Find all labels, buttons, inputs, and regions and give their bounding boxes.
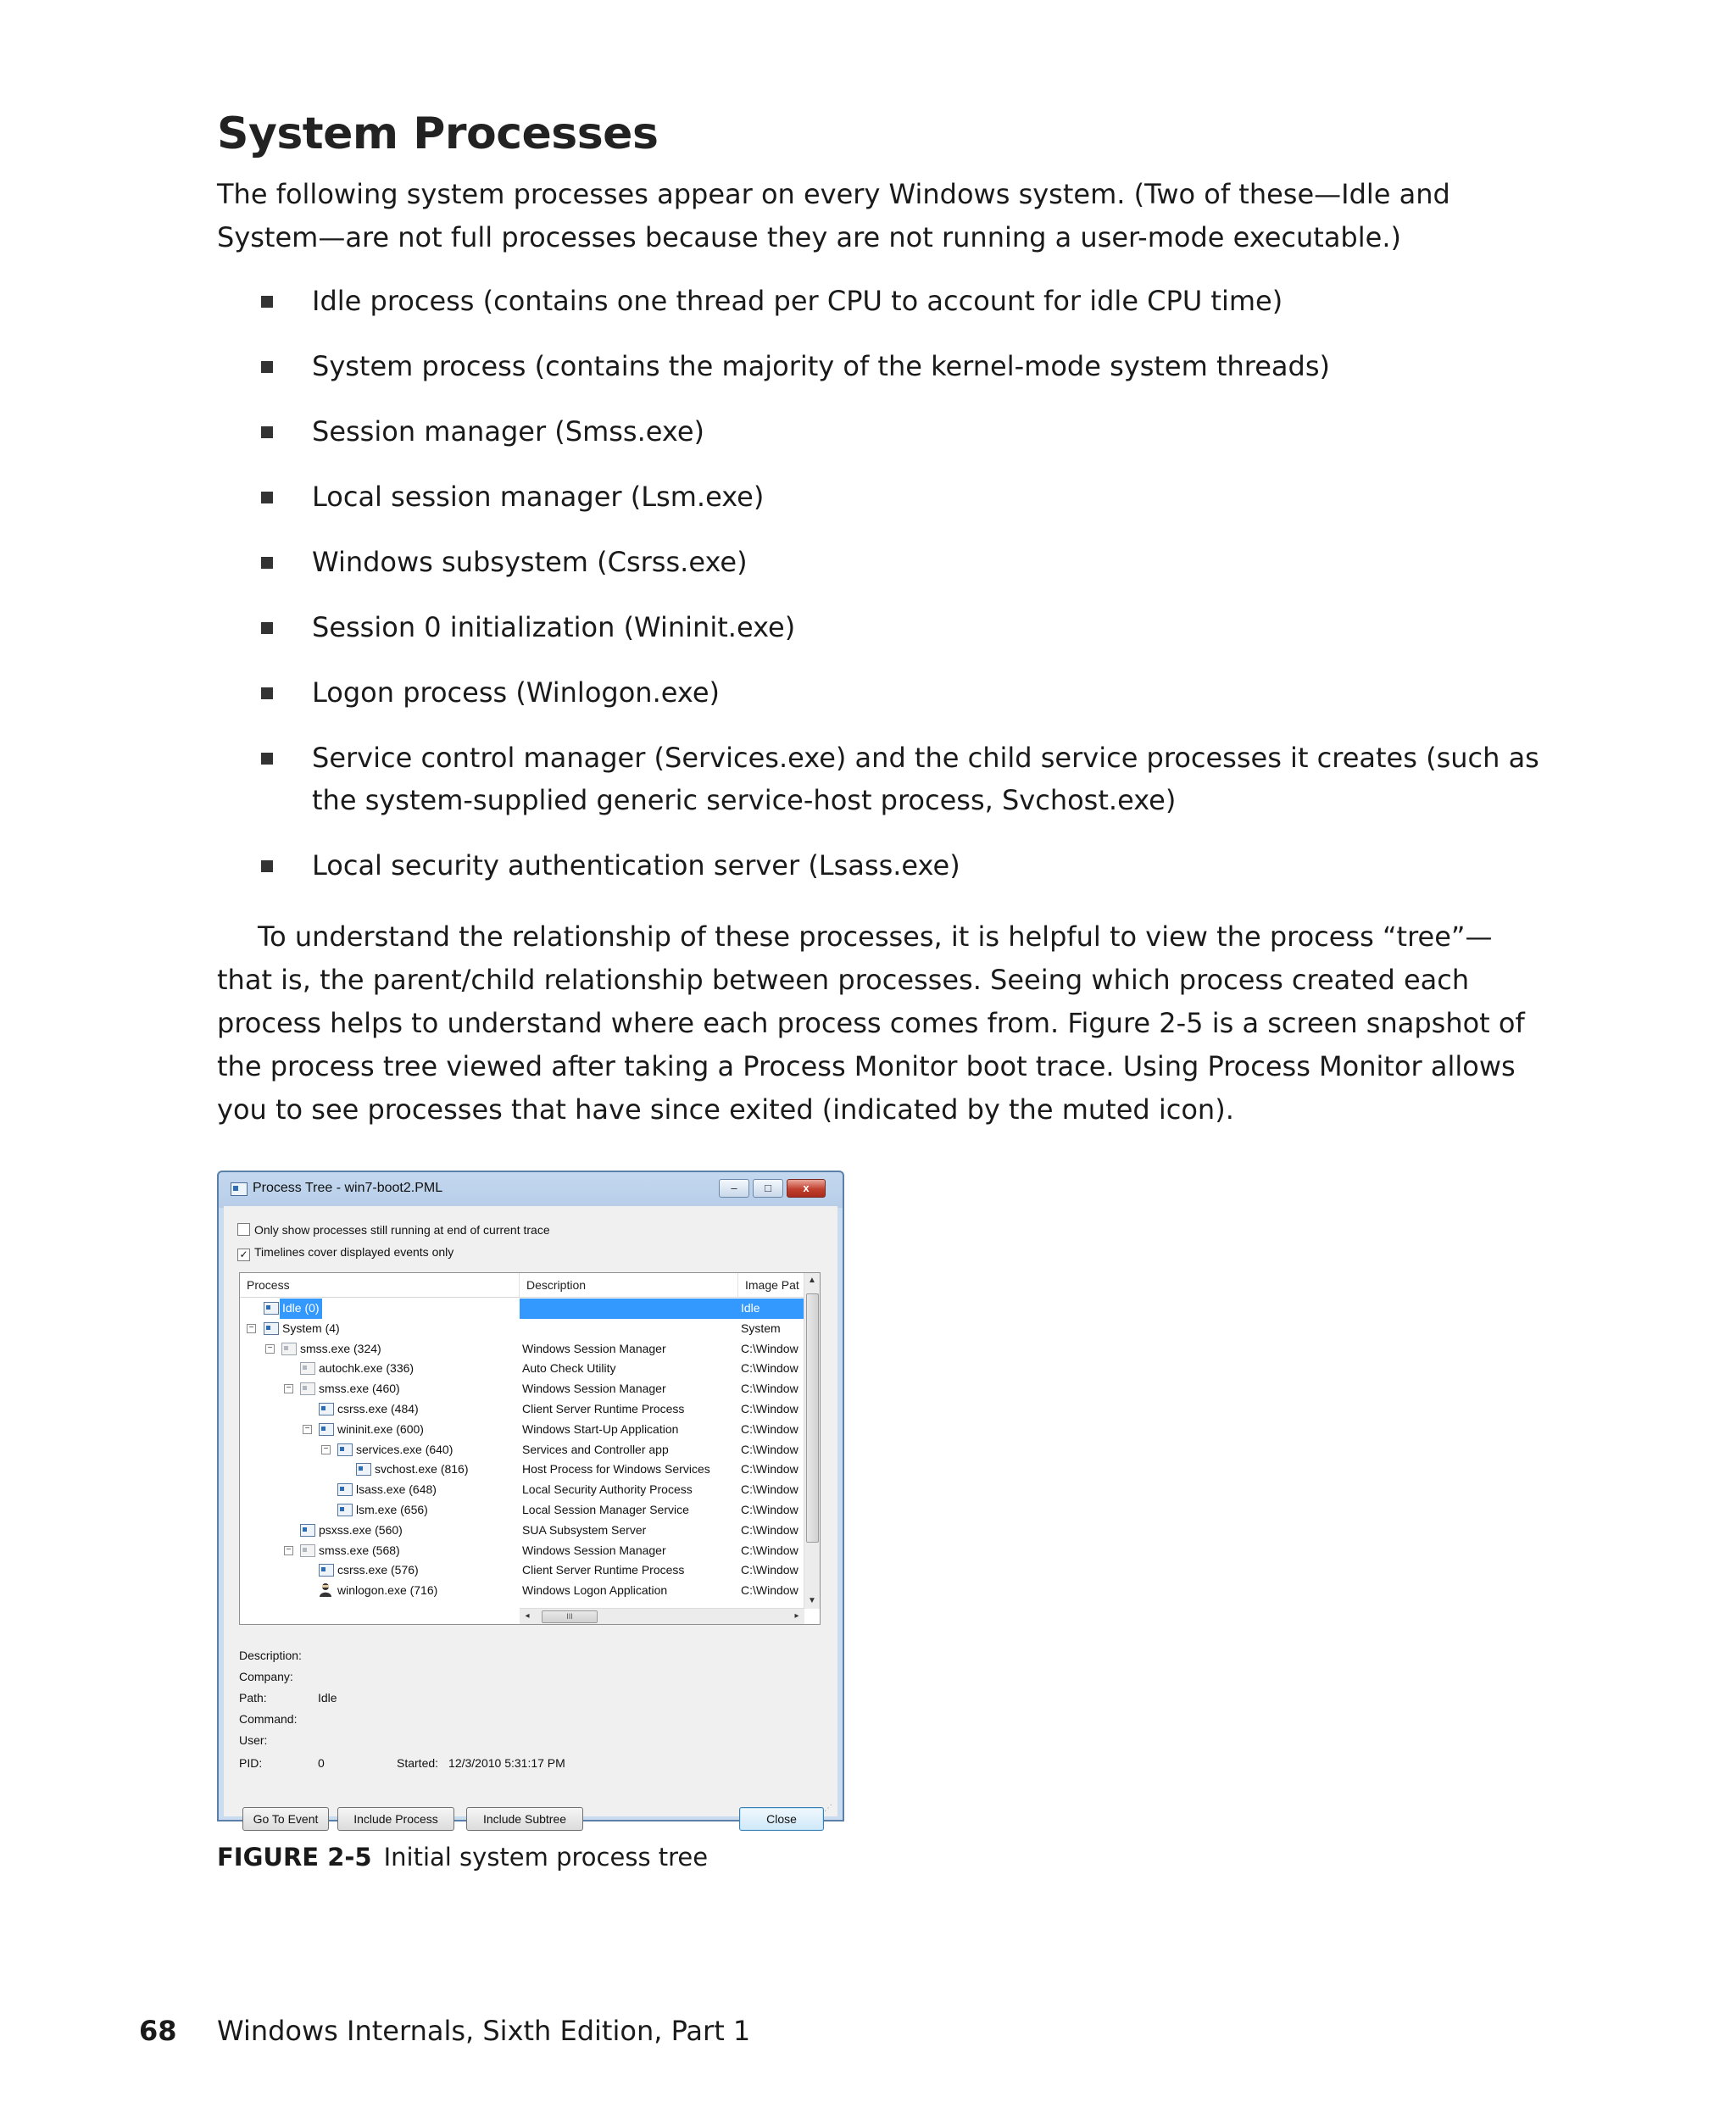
- detail-pid: PID: 0 Started: 12/3/2010 5:31:17 PM: [239, 1756, 565, 1770]
- bullet-item: System process (contains the majority of the kernel-mode system threads): [217, 345, 1539, 387]
- running-footer-title: Windows Internals, Sixth Edition, Part 1: [217, 2015, 751, 2047]
- vertical-scroll-thumb[interactable]: [806, 1293, 819, 1543]
- tree-row[interactable]: [240, 1339, 804, 1360]
- column-header-row: [240, 1273, 804, 1298]
- window-close-button[interactable]: x: [787, 1179, 826, 1198]
- process-description: Windows Start-Up Application: [522, 1421, 679, 1436]
- column-header-description[interactable]: Description: [520, 1273, 738, 1297]
- process-name: smss.exe (324): [300, 1341, 381, 1355]
- vertical-scrollbar[interactable]: [804, 1273, 820, 1609]
- process-image-path: C:\Window: [741, 1442, 798, 1456]
- process-image-path: C:\Window: [741, 1462, 798, 1477]
- figure-caption-text: Initial system process tree: [383, 1843, 709, 1872]
- square-bullet-icon: [261, 492, 273, 503]
- collapse-toggle-icon[interactable]: −: [284, 1384, 293, 1393]
- tree-row[interactable]: [240, 1541, 804, 1561]
- tree-row[interactable]: [240, 1480, 804, 1500]
- page-number: 68: [139, 2015, 177, 2047]
- minimize-button[interactable]: –: [719, 1179, 749, 1198]
- process-description: Windows Logon Application: [522, 1583, 668, 1598]
- column-header-process[interactable]: Process: [240, 1273, 520, 1297]
- process-image-path: C:\Window: [741, 1382, 798, 1396]
- tree-row[interactable]: [240, 1420, 804, 1440]
- process-description: Auto Check Utility: [522, 1361, 616, 1376]
- process-icon: [337, 1443, 353, 1456]
- process-icon: [337, 1504, 353, 1516]
- go-to-event-button[interactable]: Go To Event: [242, 1807, 329, 1831]
- process-name: smss.exe (460): [319, 1382, 400, 1396]
- timelines-checkbox[interactable]: ✓: [237, 1249, 250, 1261]
- process-image-path: C:\Window: [741, 1482, 798, 1497]
- process-icon: [264, 1302, 279, 1315]
- window-titlebar[interactable]: [219, 1172, 843, 1206]
- exited-process-icon: [300, 1544, 315, 1557]
- winlogon-user-icon: [319, 1582, 332, 1598]
- window-title: Process Tree - win7-boot2.PML: [253, 1181, 443, 1195]
- square-bullet-icon: [261, 753, 273, 765]
- collapse-toggle-icon[interactable]: −: [265, 1344, 275, 1354]
- bullet-item: Logon process (Winlogon.exe): [217, 671, 1539, 714]
- tree-row[interactable]: [240, 1299, 804, 1319]
- timelines-label: Timelines cover displayed events only: [254, 1245, 454, 1259]
- process-name: psxss.exe (560): [319, 1522, 403, 1537]
- process-icon: [300, 1524, 315, 1537]
- square-bullet-icon: [261, 622, 273, 634]
- process-icon: [319, 1423, 334, 1436]
- square-bullet-icon: [261, 426, 273, 438]
- square-bullet-icon: [261, 296, 273, 308]
- tree-row[interactable]: [240, 1581, 804, 1601]
- detail-started: Started: 12/3/2010 5:31:17 PM: [397, 1756, 565, 1770]
- process-image-path: C:\Window: [741, 1361, 798, 1376]
- tree-row[interactable]: [240, 1399, 804, 1420]
- bullet-item: Windows subsystem (Csrss.exe): [217, 541, 1539, 583]
- process-description: Windows Session Manager: [522, 1382, 666, 1396]
- horizontal-scrollbar[interactable]: [520, 1608, 804, 1624]
- process-description: Local Session Manager Service: [522, 1502, 689, 1516]
- process-icon: [264, 1322, 279, 1335]
- column-header-image-path[interactable]: Image Pat: [745, 1278, 799, 1292]
- square-bullet-icon: [261, 557, 273, 569]
- detail-user: User:: [239, 1733, 268, 1747]
- exited-process-icon: [281, 1343, 297, 1355]
- tree-row[interactable]: [240, 1440, 804, 1460]
- process-description: Windows Session Manager: [522, 1341, 666, 1355]
- process-image-path: C:\Window: [741, 1341, 798, 1355]
- horizontal-scroll-thumb[interactable]: III: [542, 1610, 598, 1623]
- detail-description: Description:: [239, 1649, 302, 1662]
- process-name: Idle (0): [280, 1299, 322, 1319]
- scroll-up-arrow-icon[interactable]: ▲: [808, 1276, 816, 1285]
- tree-row[interactable]: [240, 1460, 804, 1480]
- process-image-path: C:\Window: [741, 1421, 798, 1436]
- collapse-toggle-icon[interactable]: −: [303, 1425, 312, 1434]
- process-image-path: C:\Window: [741, 1563, 798, 1577]
- square-bullet-icon: [261, 860, 273, 872]
- tree-row[interactable]: [240, 1319, 804, 1339]
- process-image-path: C:\Window: [741, 1583, 798, 1598]
- process-description: Client Server Runtime Process: [522, 1563, 685, 1577]
- process-image-path: C:\Window: [741, 1543, 798, 1557]
- only-running-checkbox[interactable]: [237, 1223, 250, 1236]
- detail-pid-value: 0: [318, 1756, 325, 1770]
- tree-row[interactable]: [240, 1521, 804, 1541]
- process-name: wininit.exe (600): [337, 1421, 424, 1436]
- square-bullet-icon: [261, 361, 273, 373]
- scroll-right-arrow-icon[interactable]: ▸: [794, 1611, 799, 1621]
- process-bullet-list: [217, 280, 1539, 909]
- process-icon: [319, 1403, 334, 1415]
- only-running-checkbox-row[interactable]: [237, 1223, 550, 1237]
- figure-number: FIGURE 2-5: [217, 1843, 372, 1872]
- process-image-path: C:\Window: [741, 1522, 798, 1537]
- process-name: winlogon.exe (716): [337, 1583, 438, 1598]
- process-icon: [356, 1463, 371, 1476]
- process-icon: [337, 1483, 353, 1496]
- bullet-item: Local security authentication server (Lsass.exe): [217, 844, 1539, 887]
- detail-started-value: 12/3/2010 5:31:17 PM: [448, 1756, 565, 1770]
- figure-caption: [217, 1843, 708, 1872]
- process-description: [520, 1319, 738, 1339]
- exited-process-icon: [300, 1382, 315, 1395]
- only-running-label: Only show processes still running at end of current trace: [254, 1223, 550, 1237]
- close-button[interactable]: Close: [739, 1807, 824, 1831]
- bullet-item: Session manager (Smss.exe): [217, 410, 1539, 453]
- detail-path: Path: Idle: [239, 1691, 337, 1705]
- process-tree-window: [217, 1171, 844, 1826]
- collapse-toggle-icon[interactable]: −: [321, 1445, 331, 1454]
- process-description: Services and Controller app: [522, 1442, 669, 1456]
- section-heading: System Processes: [217, 108, 659, 159]
- process-image-path: C:\Window: [741, 1401, 798, 1415]
- exited-process-icon: [300, 1362, 315, 1375]
- include-process-button[interactable]: Include Process: [337, 1807, 454, 1831]
- process-name: System (4): [282, 1321, 340, 1335]
- scroll-left-arrow-icon[interactable]: ◂: [525, 1611, 530, 1621]
- scroll-down-arrow-icon[interactable]: ▼: [808, 1596, 816, 1605]
- detail-company: Company:: [239, 1670, 293, 1683]
- process-name: lsass.exe (648): [356, 1482, 437, 1497]
- bullet-item: Local session manager (Lsm.exe): [217, 476, 1539, 518]
- intro-paragraph: The following system processes appear on every Windows system. (Two of these—Idle and System—are not full processes because they are not running a user-mode executable.): [217, 178, 1450, 253]
- process-image-path: C:\Window: [741, 1502, 798, 1516]
- process-name: csrss.exe (484): [337, 1401, 419, 1415]
- process-name: svchost.exe (816): [375, 1462, 469, 1477]
- resize-grip-icon[interactable]: ⋰: [824, 1804, 832, 1813]
- timelines-checkbox-row[interactable]: [237, 1245, 453, 1261]
- process-monitor-app-icon: [231, 1182, 248, 1196]
- process-description: Client Server Runtime Process: [522, 1401, 685, 1415]
- process-name: services.exe (640): [356, 1442, 453, 1456]
- process-name: autochk.exe (336): [319, 1361, 415, 1376]
- process-image-path: System: [741, 1321, 781, 1335]
- tree-row[interactable]: [240, 1379, 804, 1399]
- collapse-toggle-icon[interactable]: −: [247, 1324, 256, 1333]
- dialog-client-area: [224, 1206, 837, 1826]
- maximize-button[interactable]: □: [753, 1179, 783, 1198]
- include-subtree-button[interactable]: Include Subtree: [466, 1807, 583, 1831]
- bullet-item: Idle process (contains one thread per CPU to account for idle CPU time): [217, 280, 1539, 322]
- process-image-path: Idle: [738, 1299, 804, 1319]
- detail-path-value: Idle: [318, 1691, 337, 1705]
- detail-command: Command:: [239, 1712, 298, 1726]
- process-description: Local Security Authority Process: [522, 1482, 693, 1497]
- tree-rows: [240, 1299, 804, 1601]
- process-icon: [319, 1564, 334, 1577]
- process-name: csrss.exe (576): [337, 1563, 419, 1577]
- process-description: SUA Subsystem Server: [522, 1522, 647, 1537]
- tree-row[interactable]: [240, 1359, 804, 1379]
- process-description: Host Process for Windows Services: [522, 1462, 710, 1477]
- body-paragraph: To understand the relationship of these processes, it is helpful to view the process “tree”—that is, the parent/child relationship between processes. Seeing which process created each process helps to understand where each process comes from. Figure 2-5 is a screen snapshot of the process tree viewed after taking a Process Monitor boot trace. Using Process Monitor allows you to see processes that have since exited (indicated by the muted icon).: [217, 920, 1525, 1126]
- bullet-item: Session 0 initialization (Wininit.exe): [217, 606, 1539, 648]
- square-bullet-icon: [261, 687, 273, 699]
- process-name: lsm.exe (656): [356, 1502, 428, 1516]
- bullet-item: Service control manager (Services.exe) and the child service processes it creates (such as the system-supplied generic service-host process, Svchost.exe): [217, 737, 1539, 821]
- tree-row[interactable]: [240, 1500, 804, 1521]
- process-tree-list[interactable]: [239, 1272, 821, 1625]
- process-description: Windows Session Manager: [522, 1543, 666, 1557]
- tree-row[interactable]: [240, 1560, 804, 1581]
- collapse-toggle-icon[interactable]: −: [284, 1546, 293, 1555]
- process-name: smss.exe (568): [319, 1543, 400, 1557]
- process-description: [520, 1299, 738, 1319]
